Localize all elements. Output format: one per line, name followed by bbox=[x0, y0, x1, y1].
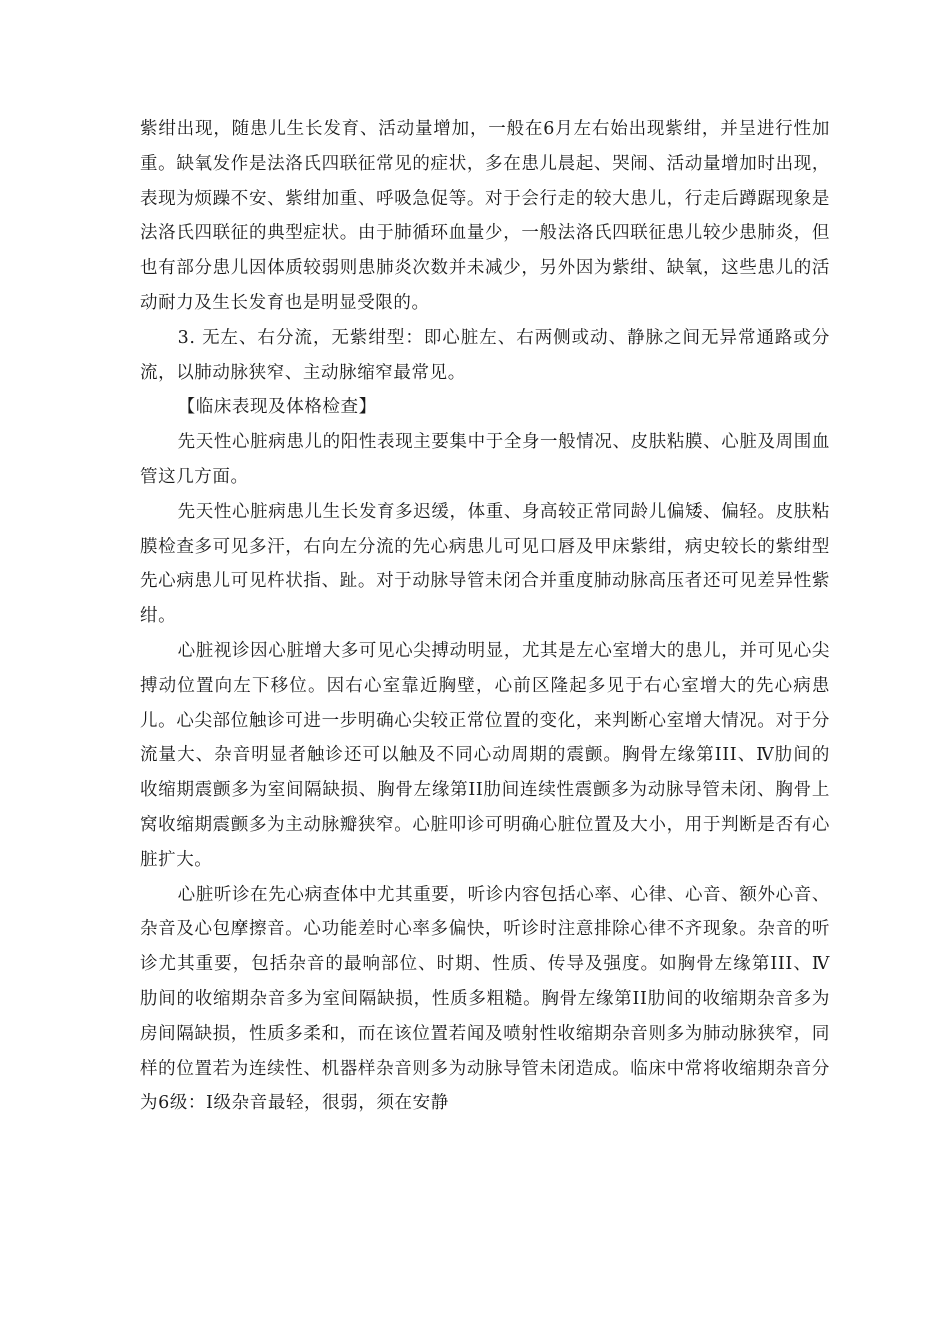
paragraph-continuation: 紫绀出现，随患儿生长发育、活动量增加，一般在6月左右始出现紫绀，并呈进行性加重。缺氧发作是法洛氏四联征常见的症状，多在患儿晨起、哭闹、活动量增加时出现，表现为烦躁不安、紫绀加重、呼吸急促等。对于会行走的较大患儿，行走后蹲踞现象是法洛氏四联征的典型症状。由于肺循环血量少，一般法洛氏四联征患儿较少患肺炎，但也有部分患儿因体质较弱则患肺炎次数并未减少，另外因为紫绀、缺氧，这些患儿的活动耐力及生长发育也是明显受限的。 bbox=[140, 119, 830, 313]
document-body bbox=[140, 112, 830, 1121]
paragraph-positive-signs: 先天性心脏病患儿的阳性表现主要集中于全身一般情况、皮肤粘膜、心脏及周围血管这几方面。 bbox=[140, 432, 830, 487]
section-heading: 【临床表现及体格检查】 bbox=[177, 397, 377, 418]
paragraph-auscultation: 心脏听诊在先心病查体中尤其重要，听诊内容包括心率、心律、心音、额外心音、杂音及心包摩擦音。心功能差时心率多偏快，听诊时注意排除心律不齐现象。杂音的听诊尤其重要，包括杂音的最响部位、时期、性质、传导及强度。如胸骨左缘第III、Ⅳ肋间的收缩期杂音多为室间隔缺损，性质多粗糙。胸骨左缘第II肋间的收缩期杂音多为房间隔缺损，性质多柔和，而在该位置若闻及喷射性收缩期杂音则多为肺动脉狭窄，同样的位置若为连续性、机器样杂音则多为动脉导管未闭造成。临床中常将收缩期杂音分为6级：Ⅰ级杂音最轻，很弱，须在安静 bbox=[140, 884, 830, 1114]
paragraph-inspection-palpation: 心脏视诊因心脏增大多可见心尖搏动明显，尤其是左心室增大的患儿，并可见心尖搏动位置向左下移位。因右心室靠近胸壁，心前区隆起多见于右心室增大的先心病患儿。心尖部位触诊可进一步明确心尖较正常位置的变化，来判断心室增大情况。对于分流量大、杂音明显者触诊还可以触及不同心动周期的震颤。胸骨左缘第III、Ⅳ肋间的收缩期震颤多为室间隔缺损、胸骨左缘第II肋间连续性震颤多为动脉导管未闭、胸骨上窝收缩期震颤多为主动脉瓣狭窄。心脏叩诊可明确心脏位置及大小，用于判断是否有心脏扩大。 bbox=[140, 640, 830, 870]
paragraph-no-shunt-type: 3. 无左、右分流，无紫绀型：即心脏左、右两侧或动、静脉之间无异常通路或分流，以肺动脉狭窄、主动脉缩窄最常见。 bbox=[140, 327, 830, 383]
paragraph-growth-skin: 先天性心脏病患儿生长发育多迟缓，体重、身高较正常同龄儿偏矮、偏轻。皮肤粘膜检查多可见多汗，右向左分流的先心病患儿可见口唇及甲床紫绀，病史较长的紫绀型先心病患儿可见杵状指、趾。对于动脉导管未闭合并重度肺动脉高压者还可见差异性紫绀。 bbox=[140, 501, 830, 627]
